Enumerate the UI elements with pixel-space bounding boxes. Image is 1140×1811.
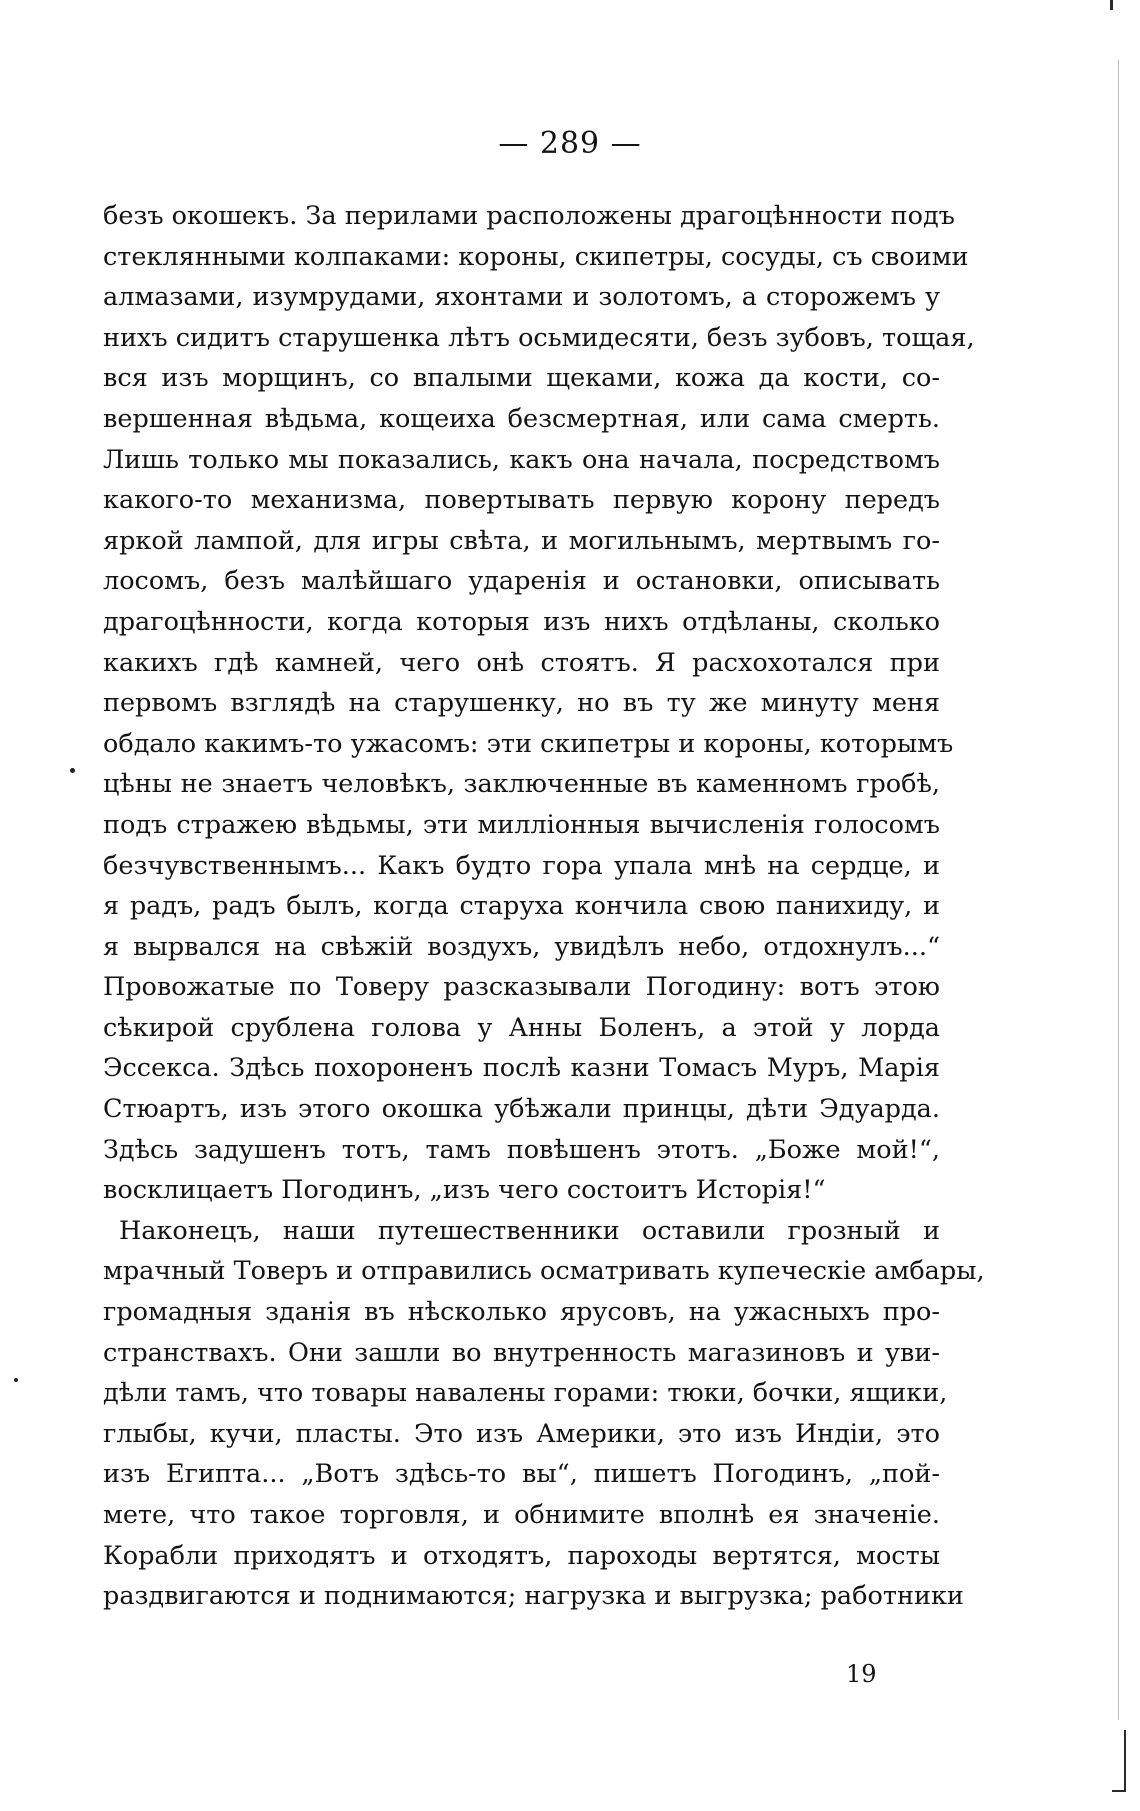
text-line: стеклянными колпаками: короны, скипетры, сосуды, съ своими <box>103 241 969 272</box>
text-line: странствахъ. Они зашли во внутренность магазиновъ и уви- <box>103 1337 940 1368</box>
right-margin-line <box>1118 60 1119 1720</box>
text-line: громадныя зданія въ нѣсколько ярусовъ, на ужасныхъ про- <box>103 1297 940 1328</box>
text-line: яркой лампой, для игры свѣта, и могильнымъ, мертвымъ го- <box>103 525 940 556</box>
text-line: дѣли тамъ, что товары навалены горами: тюки, бочки, ящики, <box>103 1378 948 1409</box>
body-text <box>103 196 985 1617</box>
text-line: Провожатые по Товеру разсказывали Погодину: вотъ этою <box>103 972 940 1003</box>
text-line: драгоцѣнности, когда которыя изъ нихъ отдѣланы, сколько <box>103 606 940 637</box>
text-line: изъ Египта... „Вотъ здѣсь-то вы“, пишетъ Погодинъ, „пой- <box>103 1459 940 1490</box>
text-line: мете, что такое торговля, и обнимите вполнѣ ея значеніе. <box>103 1500 940 1530</box>
text-line: Корабли приходятъ и отходятъ, пароходы вертятся, мосты <box>103 1540 940 1571</box>
text-line: подъ стражею вѣдьмы, эти милліонныя вычисленія голосомъ <box>103 809 940 840</box>
text-line: безчувственнымъ... Какъ будто гора упала мнѣ на сердце, и <box>103 850 940 881</box>
corner-mark-vertical <box>1124 1730 1126 1792</box>
text-line: глыбы, кучи, пласты. Это изъ Америки, это изъ Индіи, это <box>103 1418 940 1449</box>
text-line: цѣны не знаетъ человѣкъ, заключенные въ каменномъ гробѣ, <box>103 769 940 800</box>
text-line: первомъ взглядѣ на старушенку, но въ ту же минуту меня <box>103 688 940 719</box>
text-line: обдало какимъ-то ужасомъ: эти скипетры и короны, которымъ <box>103 728 954 759</box>
text-line: я радъ, радъ былъ, когда старуха кончила свою панихиду, и <box>103 891 940 922</box>
page-number: — 289 — <box>498 126 642 161</box>
scan-speck <box>70 768 75 773</box>
text-line: Эссекса. Здѣсь похороненъ послѣ казни Томасъ Муръ, Марія <box>103 1053 940 1084</box>
paragraph-start-line: Наконецъ, наши путешественники оставили грозный и <box>119 1215 940 1246</box>
text-line: Стюартъ, изъ этого окошка убѣжали принцы, дѣти Эдуарда. <box>103 1094 940 1125</box>
text-line: мрачный Товеръ и отправились осматривать купеческіе амбары, <box>103 1256 985 1287</box>
top-corner-mark <box>1110 0 1113 10</box>
text-line: Лишь только мы показались, какъ она начала, посредствомъ <box>103 444 940 475</box>
text-line: раздвигаются и поднимаются; нагрузка и выгрузка; работники <box>103 1581 964 1612</box>
text-line: я вырвался на свѣжій воздухъ, увидѣлъ небо, отдохнулъ...“ <box>103 931 940 962</box>
corner-mark-horizontal <box>1112 1790 1126 1792</box>
text-line: Здѣсь задушенъ тотъ, тамъ повѣшенъ этотъ. „Боже мой!“, <box>103 1134 940 1165</box>
text-line: какого-то механизма, повертывать первую корону передъ <box>103 485 940 516</box>
text-line: лосомъ, безъ малѣйшаго ударенія и остановки, описывать <box>103 566 940 597</box>
text-line: нихъ сидитъ старушенка лѣтъ осьмидесяти, безъ зубовъ, тощая, <box>103 322 975 353</box>
text-line: алмазами, изумрудами, яхонтами и золотомъ, а сторожемъ у <box>103 282 940 313</box>
text-line: сѣкирой срублена голова у Анны Боленъ, а этой у лорда <box>103 1012 940 1043</box>
scan-speck <box>14 1378 18 1382</box>
signature-mark: 19 <box>846 1660 877 1688</box>
paragraph-end-line: восклицаетъ Погодинъ, „изъ чего состоитъ Исторія!“ <box>103 1175 826 1206</box>
text-line: вершенная вѣдьма, кощеиха безсмертная, или сама смерть. <box>103 403 940 434</box>
text-line: вся изъ морщинъ, со впалыми щеками, кожа да кости, со- <box>103 363 940 394</box>
text-line: безъ окошекъ. За перилами расположены драгоцѣнности подъ <box>103 201 955 231</box>
text-line: какихъ гдѣ камней, чего онѣ стоятъ. Я расхохотался при <box>103 647 940 678</box>
